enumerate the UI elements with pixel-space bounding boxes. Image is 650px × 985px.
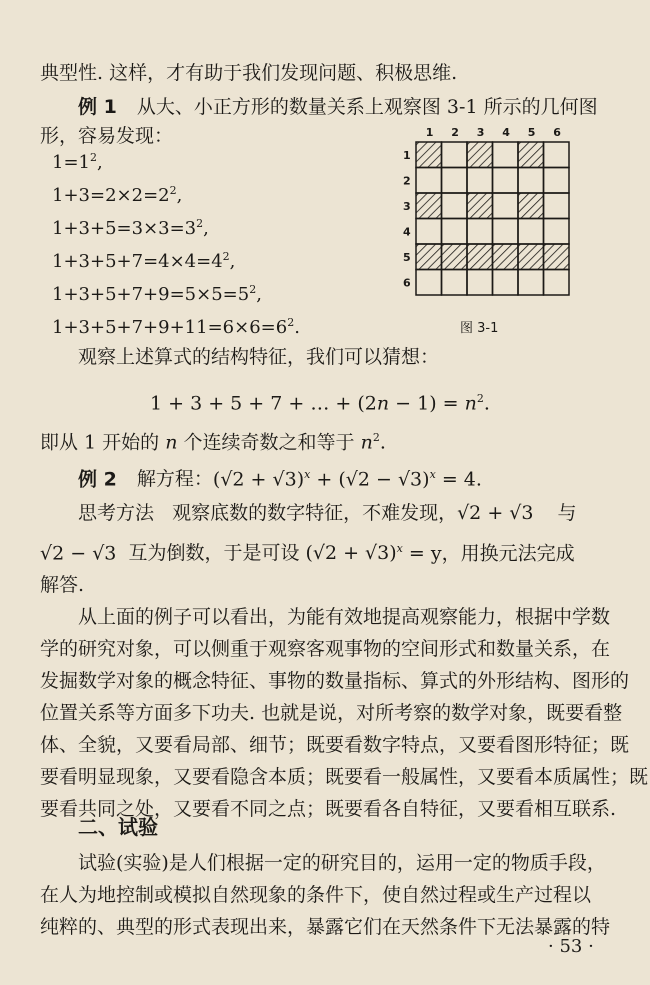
hatched-cell <box>467 142 493 168</box>
equation-exp: 2 <box>249 283 257 296</box>
grid-cell <box>442 270 468 296</box>
paragraph-line: 试验(实验)是人们根据一定的研究目的，运用一定的物质手段， <box>78 852 606 874</box>
grid-cell <box>416 219 442 245</box>
grid-cell <box>416 168 442 194</box>
think-text-c: = y，用换元法完成 <box>402 542 575 565</box>
hatched-cell <box>442 244 468 270</box>
example-2-line <box>78 462 482 492</box>
hatched-cell <box>416 142 442 168</box>
grid-cell <box>518 168 544 194</box>
think-and: 与 <box>557 502 577 524</box>
paragraph-line: 发掘数学对象的概念特征、事物的数量指标、算式的外形结构、图形的 <box>40 670 630 692</box>
formula-mid: − 1) = <box>389 392 465 415</box>
ex2-exp1: x <box>304 468 311 481</box>
equation-row <box>52 146 103 175</box>
grid-cell <box>544 219 570 245</box>
grid-cell <box>493 168 519 194</box>
hatched-cell <box>467 193 493 219</box>
equation-exp: 2 <box>169 184 177 197</box>
equation-lhs: 1+3+5+7+9 <box>52 284 170 305</box>
equation-end: , <box>229 251 236 272</box>
figure-caption: 图 3-1 <box>460 321 499 335</box>
equation-rhs: =4×4=4 <box>143 251 223 272</box>
figure-3-1-grid <box>398 120 573 335</box>
grid-cell <box>544 193 570 219</box>
hatched-cell <box>467 244 493 270</box>
equation-end: . <box>294 317 300 338</box>
row-label: 3 <box>403 199 411 213</box>
grid-cell <box>493 270 519 296</box>
equation-row <box>52 311 300 340</box>
grid-cell <box>442 142 468 168</box>
grid-cell <box>493 193 519 219</box>
hatched-cell <box>518 142 544 168</box>
grid-cell <box>493 219 519 245</box>
sum-exp: 2 <box>372 431 380 444</box>
equation-rhs: =5×5=5 <box>169 284 250 305</box>
equation-rhs: =6×6=6 <box>207 317 288 338</box>
row-label: 2 <box>403 174 411 188</box>
sum-var2: n <box>360 431 373 454</box>
equation-row <box>52 245 235 274</box>
grid-cell <box>544 270 570 296</box>
equation-row <box>52 179 182 208</box>
think-line-1 <box>78 500 576 526</box>
example-1-line <box>78 94 598 120</box>
equation-exp: 2 <box>222 250 230 263</box>
hatched-cell <box>493 244 519 270</box>
hatched-cell <box>518 193 544 219</box>
equation-lhs: 1+3+5 <box>52 218 117 239</box>
think-root-2: √2 − √3 <box>40 542 117 565</box>
equation-rhs: =1 <box>63 152 90 173</box>
equation-lhs: 1 <box>52 152 64 173</box>
equation-exp: 2 <box>90 151 97 164</box>
column-label: 6 <box>553 126 561 139</box>
section-heading: 二、试验 <box>78 815 158 839</box>
formula-main <box>150 386 490 416</box>
think-part: (√2 + √3) <box>305 542 397 565</box>
column-label: 1 <box>425 126 434 139</box>
think-label: 思考方法 <box>78 502 155 524</box>
grid-cell <box>518 219 544 245</box>
ex2-part1: (√2 + √3) <box>212 468 305 491</box>
row-label: 6 <box>403 276 411 290</box>
formula-left: 1 + 3 + 5 + 7 + … + (2 <box>150 392 377 415</box>
equation-exp: 2 <box>196 217 204 230</box>
think-text-a: 观察底数的数字特征，不难发现， <box>172 502 458 524</box>
equation-lhs: 1+3+5+7+9+11 <box>52 317 208 338</box>
page-number: · 53 · <box>548 936 594 957</box>
sum-mid: 个连续奇数之和等于 <box>177 431 361 454</box>
grid-cell <box>442 219 468 245</box>
hatched-cell <box>416 193 442 219</box>
equation-end: , <box>256 284 262 305</box>
formula-exp: 2 <box>476 392 484 405</box>
paragraph-line: 要看明显现象，又要看隐含本质；既要看一般属性，又要看本质属性；既 <box>40 766 649 788</box>
paragraph-line: 典型性. 这样，才有助于我们发现问题、积极思维. <box>40 62 458 84</box>
think-line-2 <box>40 536 575 566</box>
equation-row <box>52 278 262 307</box>
ex2-exp2: x <box>429 468 436 481</box>
equation-end: , <box>97 152 103 173</box>
equation-end: , <box>203 218 209 239</box>
paragraph-line: 纯粹的、典型的形式表现出来，暴露它们在天然条件下无法暴露的特 <box>40 916 611 938</box>
example-1-text: 从大、小正方形的数量关系上观察图 3-1 所示的几何图 <box>136 96 598 118</box>
hatched-cell <box>544 244 570 270</box>
think-text-b: 互为倒数，于是可设 <box>128 542 300 565</box>
grid-cell <box>544 168 570 194</box>
example-1-label: 例 1 <box>78 96 117 118</box>
formula-end: . <box>483 392 490 415</box>
grid-cell <box>442 168 468 194</box>
paragraph-line: 位置关系等方面多下功夫. 也就是说，对所考察的数学对象，既要看整 <box>40 702 623 724</box>
equation-exp: 2 <box>287 316 295 329</box>
grid-cell <box>416 270 442 296</box>
formula-var: n <box>376 392 390 415</box>
equation-lhs: 1+3+5+7 <box>52 251 144 272</box>
ex2-part2: (√2 − √3) <box>338 468 430 491</box>
sum-end: . <box>379 431 386 454</box>
paragraph-line: 要看共同之处，又要看不同之点；既要看各自特征，又要看相互联系. <box>40 798 617 820</box>
paragraph-line: 从上面的例子可以看出，为能有效地提高观察能力，根据中学数 <box>78 606 611 628</box>
hatched-cell <box>518 244 544 270</box>
example-2-text: 解方程： <box>136 468 213 491</box>
think-line-3: 解答. <box>40 574 85 596</box>
think-exp: x <box>396 542 403 555</box>
equation-rhs: =2×2=2 <box>90 185 170 206</box>
think-root-1: √2 + √3 <box>457 502 534 524</box>
column-label: 2 <box>451 126 459 139</box>
paragraph-sum <box>40 425 386 455</box>
equation-row <box>52 212 209 241</box>
formula-var2: n <box>464 392 477 415</box>
sum-pre: 即从 1 开始的 <box>40 431 166 454</box>
example-2-label: 例 2 <box>78 468 117 491</box>
ex2-rhs: = 4. <box>435 468 482 491</box>
sum-var: n <box>165 431 178 454</box>
column-label: 5 <box>527 126 536 139</box>
grid-cell <box>442 193 468 219</box>
row-label: 5 <box>403 250 411 264</box>
paragraph-line: 学的研究对象，可以侧重于观察客观事物的空间形式和数量关系，在 <box>40 638 611 660</box>
ex2-plus: + <box>310 468 339 491</box>
column-label: 3 <box>476 126 485 139</box>
grid-cell <box>467 168 493 194</box>
row-label: 4 <box>403 225 411 239</box>
equation-rhs: =3×3=3 <box>116 218 197 239</box>
example-1-line-2: 形，容易发现： <box>40 125 174 147</box>
grid-cell <box>518 270 544 296</box>
grid-cell <box>544 142 570 168</box>
equation-lhs: 1+3 <box>52 185 90 206</box>
hatched-cell <box>416 244 442 270</box>
paragraph-line: 在人为地控制或模拟自然现象的条件下，使自然过程或生产过程以 <box>40 884 592 906</box>
column-label: 4 <box>502 126 510 139</box>
equation-end: , <box>176 185 183 206</box>
paragraph-observe: 观察上述算式的结构特征，我们可以猜想： <box>78 346 440 368</box>
grid-cell <box>467 219 493 245</box>
grid-cell <box>493 142 519 168</box>
paragraph-line: 体、全貌，又要看局部、细节；既要看数字特点，又要看图形特征；既 <box>40 734 630 756</box>
grid-cell <box>467 270 493 296</box>
row-label: 1 <box>403 148 411 162</box>
